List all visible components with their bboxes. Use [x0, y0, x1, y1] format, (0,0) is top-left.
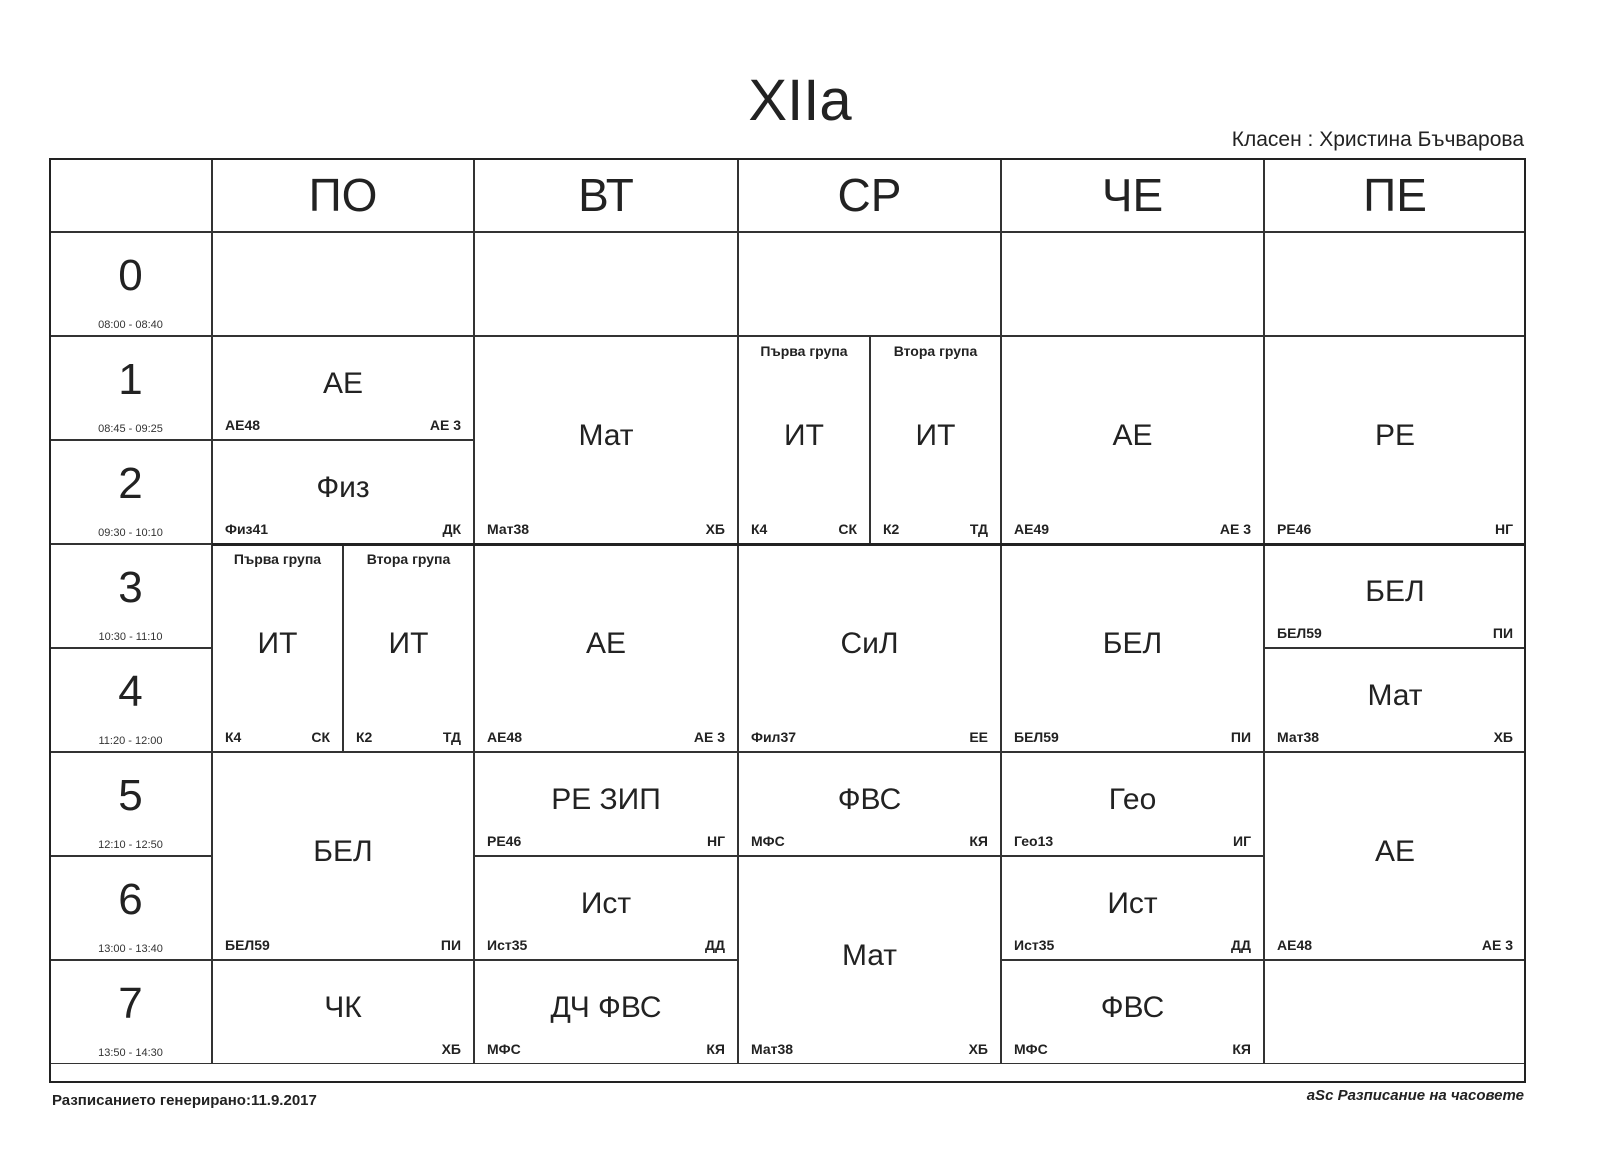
period-time: 08:00 - 08:40: [98, 319, 163, 331]
period-time: 13:00 - 13:40: [98, 943, 163, 955]
teacher-code: ХБ: [1493, 729, 1513, 745]
room-code: АЕ48: [225, 417, 261, 433]
teacher-code: АЕ 3: [429, 417, 461, 433]
subject-name: АЕ: [1374, 835, 1416, 868]
teacher-code: КЯ: [1232, 1041, 1251, 1057]
room-code: МФС: [1014, 1041, 1048, 1057]
room-code: Физ41: [225, 521, 269, 537]
teacher-code: ТД: [969, 521, 988, 537]
day-header: ПО: [212, 158, 474, 232]
teacher-code: АЕ 3: [1481, 937, 1513, 953]
room-code: Мат38: [487, 521, 530, 537]
subject-name: Мат: [841, 939, 898, 972]
subject-name: ФВС: [837, 783, 902, 816]
subject-name: ЧК: [324, 991, 362, 1024]
subject-name: РЕ: [1374, 419, 1416, 452]
room-code: АЕ48: [487, 729, 523, 745]
period-number: 6: [118, 875, 143, 924]
room-code: К2: [356, 729, 373, 745]
subject-name: СиЛ: [840, 627, 899, 660]
teacher-code: ПИ: [1492, 625, 1513, 641]
teacher-code: ДК: [442, 521, 461, 537]
teacher-code: ИГ: [1233, 833, 1251, 849]
period-time: 09:30 - 10:10: [98, 527, 163, 539]
day-header: СР: [738, 158, 1001, 232]
day-header: ЧЕ: [1001, 158, 1264, 232]
teacher-code: АЕ 3: [693, 729, 725, 745]
teacher-code: НГ: [706, 833, 725, 849]
subject-name: БЕЛ: [1102, 627, 1163, 660]
teacher-code: ДД: [1231, 937, 1251, 953]
room-code: Мат38: [1277, 729, 1320, 745]
subject-name: Ист: [1107, 887, 1158, 920]
room-code: МФС: [751, 833, 785, 849]
teacher-code: ТД: [442, 729, 461, 745]
period-number: 5: [118, 771, 143, 820]
subject-name: Мат: [1367, 679, 1423, 712]
period-time: 08:45 - 09:25: [98, 423, 163, 435]
period-number: 4: [118, 667, 143, 716]
subject-name: РЕ ЗИП: [551, 783, 661, 816]
teacher-code: ПИ: [440, 937, 461, 953]
group-label: Втора група: [893, 343, 978, 359]
teacher-code: СК: [838, 521, 857, 537]
period-time: 10:30 - 11:10: [98, 631, 163, 643]
teacher-code: ХБ: [705, 521, 725, 537]
subject-name: ФВС: [1100, 991, 1165, 1024]
teacher-code: ЕЕ: [969, 729, 988, 745]
subject-name: ИТ: [784, 419, 824, 452]
room-code: К4: [225, 729, 242, 745]
teacher-code: СК: [311, 729, 330, 745]
room-code: К4: [751, 521, 768, 537]
room-code: РЕ46: [1277, 521, 1312, 537]
teacher-code: АЕ 3: [1219, 521, 1251, 537]
room-code: Гео13: [1014, 833, 1054, 849]
room-code: Мат38: [751, 1041, 794, 1057]
group-label: Първа група: [233, 551, 322, 567]
timetable-frame: [49, 158, 1526, 1083]
teacher-code: ХБ: [968, 1041, 988, 1057]
period-time: 11:20 - 12:00: [98, 735, 163, 747]
room-code: Фил37: [751, 729, 797, 745]
room-code: БЕЛ59: [225, 937, 270, 953]
subject-name: ДЧ ФВС: [550, 991, 662, 1024]
period-number: 7: [118, 979, 143, 1028]
group-label: Първа група: [760, 343, 848, 359]
teacher-code: НГ: [1494, 521, 1513, 537]
teacher-code: ПИ: [1230, 729, 1251, 745]
group-label: Втора група: [366, 551, 451, 567]
room-code: АЕ48: [1277, 937, 1313, 953]
subject-name: Ист: [580, 887, 632, 920]
room-code: Ист35: [1014, 937, 1055, 953]
room-code: БЕЛ59: [1277, 625, 1322, 641]
subject-name: ИТ: [388, 627, 429, 660]
room-code: БЕЛ59: [1014, 729, 1059, 745]
period-number: 1: [118, 355, 143, 404]
generated-date: Разписанието генерирано:11.9.2017: [52, 1092, 317, 1109]
teacher-code: ДД: [705, 937, 725, 953]
subject-name: АЕ: [585, 627, 627, 660]
room-code: РЕ46: [487, 833, 522, 849]
period-number: 0: [118, 251, 143, 300]
subject-name: БЕЛ: [313, 835, 373, 868]
day-header: ВТ: [474, 158, 738, 232]
period-number: 3: [118, 563, 143, 612]
subject-name: ИТ: [257, 627, 298, 660]
subject-name: АЕ: [322, 367, 364, 400]
room-code: АЕ49: [1014, 521, 1050, 537]
subject-name: АЕ: [1112, 419, 1153, 452]
room-code: МФС: [487, 1041, 521, 1057]
subject-name: Физ: [316, 471, 370, 504]
page-title: XIIa: [748, 68, 852, 133]
period-number: 2: [118, 459, 143, 508]
teacher-code: КЯ: [706, 1041, 725, 1057]
app-credit: aSc Разписание на часовете: [1306, 1087, 1524, 1104]
room-code: Ист35: [487, 937, 528, 953]
class-teacher: Класен : Христина Бъчварова: [1231, 128, 1524, 151]
subject-name: Мат: [578, 419, 634, 452]
subject-name: Гео: [1108, 783, 1157, 816]
room-code: К2: [883, 521, 900, 537]
period-time: 12:10 - 12:50: [98, 839, 163, 851]
subject-name: БЕЛ: [1365, 575, 1425, 608]
period-time: 13:50 - 14:30: [98, 1047, 163, 1059]
teacher-code: КЯ: [969, 833, 988, 849]
teacher-code: ХБ: [441, 1041, 461, 1057]
subject-name: ИТ: [915, 419, 956, 452]
day-header: ПЕ: [1264, 158, 1526, 232]
